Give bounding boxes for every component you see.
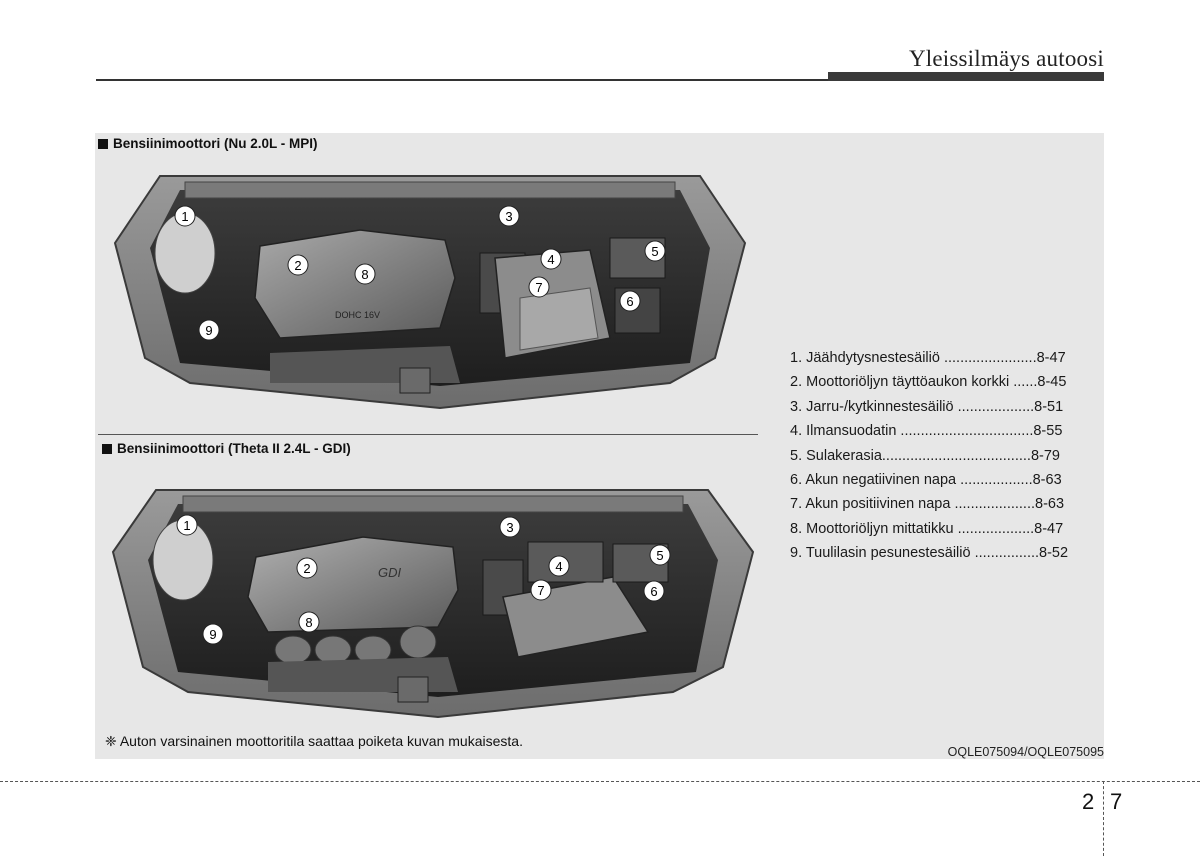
square-bullet-icon (102, 444, 112, 454)
legend-item: 5. Sulakerasia.....................................8-79 (790, 447, 1060, 464)
engine-cover-text: GDI (378, 565, 402, 580)
legend-item: 2. Moottoriöljyn täyttöaukon korkki ......8-45 (790, 374, 1067, 391)
callout-1: 1 (183, 518, 191, 533)
legend-item: 3. Jarru-/kytkinnestesäiliö ...................8-51 (790, 398, 1064, 415)
legend-item: 8. Moottoriöljyn mittatikku ...................8-47 (790, 520, 1064, 537)
callout-8: 8 (305, 615, 313, 630)
engine-illustration-gdi (108, 482, 758, 722)
callout-8: 8 (361, 267, 369, 282)
footnote: ❈ Auton varsinainen moottoritila saattaa poiketa kuvan mukaisesta. (105, 733, 523, 749)
section-title-text: Bensiinimoottori (Nu 2.0L - MPI) (113, 136, 318, 151)
chapter-number: 2 (1082, 789, 1095, 814)
callout-2: 2 (294, 258, 302, 273)
legend-item: 9. Tuulilasin pesunestesäiliö ................8-52 (790, 545, 1069, 562)
legend-item: 1. Jäähdytysnestesäiliö .......................8-47 (790, 350, 1066, 366)
callout-7: 7 (537, 583, 545, 598)
engine-cover-text: DOHC 16V (335, 310, 381, 320)
legend-item: 6. Akun negatiivinen napa ..................8-63 (790, 471, 1062, 488)
legend-item: 4. Ilmansuodatin .................................8-55 (790, 423, 1063, 440)
section-title-mpi (98, 136, 318, 151)
square-bullet-icon (98, 139, 108, 149)
callout-3: 3 (506, 520, 514, 535)
section-title-text: Bensiinimoottori (Theta II 2.4L - GDI) (117, 441, 351, 456)
figure-code: OQLE075094/OQLE075095 (947, 745, 1104, 759)
callout-9: 9 (209, 627, 217, 642)
callout-3: 3 (505, 209, 513, 224)
callout-2: 2 (303, 561, 311, 576)
section-divider (98, 434, 758, 435)
engine-cover (255, 230, 455, 338)
page-number-separator (1103, 781, 1104, 856)
callout-6: 6 (626, 294, 634, 309)
page-header-title: Yleissilmäys autoosi (908, 46, 1104, 71)
callout-9: 9 (205, 323, 213, 338)
callout-5: 5 (651, 244, 659, 259)
legend-item: 7. Akun positiivinen napa ....................8-63 (790, 496, 1065, 513)
header-accent-bar (828, 72, 1104, 81)
callout-4: 4 (547, 252, 555, 267)
callout-1: 1 (181, 209, 189, 224)
section-title-gdi (102, 441, 351, 456)
page-number: 7 (1110, 789, 1123, 814)
bottom-dashed-rule (0, 781, 1200, 782)
callout-5: 5 (656, 548, 664, 563)
callout-7: 7 (535, 280, 543, 295)
callout-6: 6 (650, 584, 658, 599)
callout-4: 4 (555, 559, 563, 574)
engine-illustration-mpi (110, 168, 750, 424)
component-legend (790, 346, 1090, 566)
